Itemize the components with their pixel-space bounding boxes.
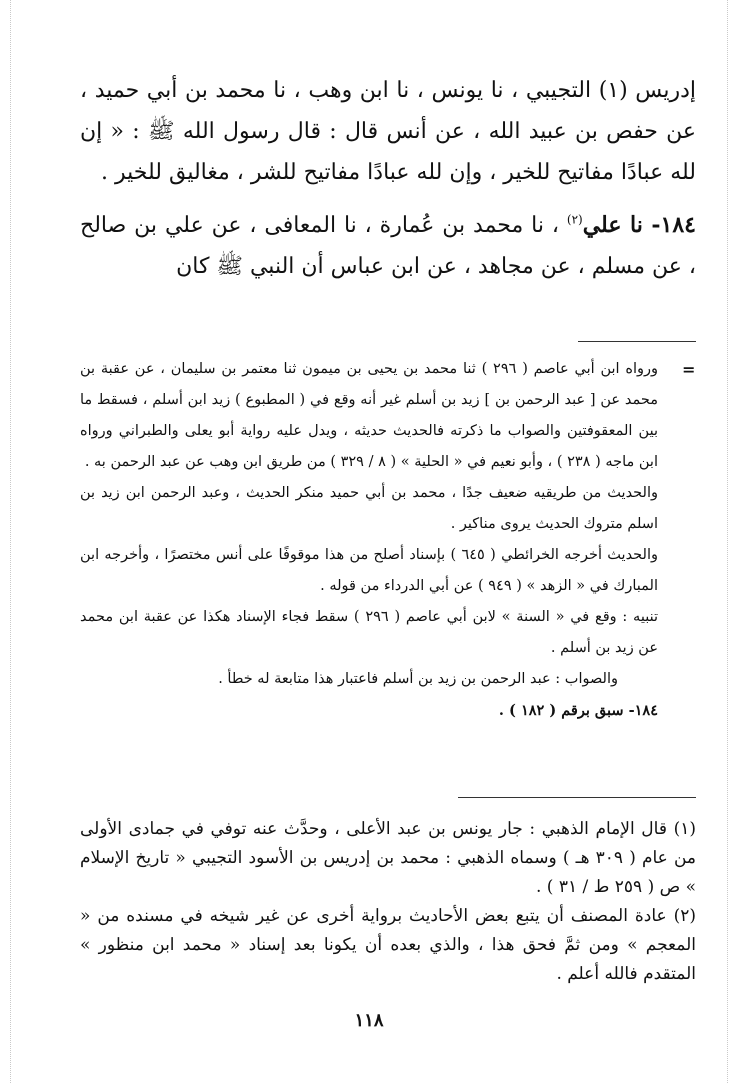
footnote-2: (٢) عادة المصنف أن يتبع بعض الأحاديث برواية أخرى عن غير شيخه في مسنده من « المعجم » ومن ثمَّ فحق هذا ، والذي بعده أن يكونا بعد إسناد « محمد ابن منظور » المتقدم فالله أعلم .: [80, 906, 696, 984]
page-edge-left: [10, 0, 11, 1083]
hadith-text: ، نا محمد بن عُمارة ، نا المعافى ، عن علي بن صالح ، عن مسلم ، عن مجاهد ، عن ابن عباس أن النبي ﷺ كان: [80, 213, 696, 279]
note-line: تنبيه : وقع في « السنة » لابن أبي عاصم ( ٢٩٦ ) سقط فجاء الإسناد هكذا عن عقبة ابن محمد عن زيد بن أسلم .: [80, 609, 658, 656]
note-line: ورواه ابن أبي عاصم ( ٢٩٦ ) ثنا محمد بن يحيى بن ميمون ثنا معتمر بن سليمان ، عن عقبة بن محمد عن [ عبد الرحمن بن ] زيد بن أسلم غير أنه وقع في ( المطبوع ) زيد ابن أسلم ، فسقط ما بين المعقوفتين والصواب ما ذكرته فالحديث حديثه ، ويدل عليه رواية أبو يعلى والطبراني ورواه ابن ماجه ( ٢٣٨ ) ، وأبو نعيم في « الحلية » ( ٨ / ٣٢٩ ) من طريق ابن وهب عن عبد الرحمن به .: [80, 361, 658, 470]
note-line: ١٨٤- سبق برقم ( ١٨٢ ) .: [498, 702, 658, 719]
main-paragraph-1: إدريس (١) التجيبي ، نا يونس ، نا ابن وهب ، نا محمد بن أبي حميد ، عن حفص بن عبيد الله ، عن أنس قال : قال رسول الله ﷺ : « إن لله عبادًا مفاتيح للخير ، وإن لله عبادًا مفاتيح للشر ، مغاليق للخير .: [80, 78, 696, 185]
separator-footnotes: [458, 797, 696, 798]
main-paragraph-2: [80, 205, 696, 287]
footnotes-section: [80, 815, 696, 989]
note-line: والصواب : عبد الرحمن بن زيد بن أسلم فاعتبار هذا متابعة له خطأ .: [218, 671, 618, 687]
page-number: ١١٨: [354, 1010, 384, 1031]
footnote-1: (١) قال الإمام الذهبي : جار يونس بن عبد الأعلى ، وحدَّث عنه توفي في جمادى الأولى من عام ( ٣٠٩ هـ ) وسماه الذهبي : محمد بن إدريس بن الأسود التجيبي « تاريخ الإسلام » ص ( ٢٥٩ ط / ٣١ ) .: [80, 819, 696, 897]
hadith-number: ١٨٤- نا علي: [582, 212, 696, 238]
main-text: [80, 70, 696, 287]
note-line: والحديث أخرجه الخرائطي ( ٦٤٥ ) بإسناد أصلح من هذا موقوفًا على أنس مختصرًا ، وأخرجه ابن المبارك في « الزهد » ( ٩٤٩ ) عن أبي الدرداء من قوله .: [80, 547, 658, 594]
page-edge-right: [727, 0, 728, 1083]
footnote-ref-2: (٢): [566, 212, 583, 227]
continuation-mark: =: [682, 360, 696, 379]
notes-section: [80, 354, 658, 726]
separator-top: [578, 341, 696, 342]
note-line: والحديث من طريقيه ضعيف جدًا ، محمد بن أبي حميد منكر الحديث ، وعبد الرحمن ابن زيد بن اسلم متروك الحديث يروى مناكير .: [80, 485, 658, 532]
